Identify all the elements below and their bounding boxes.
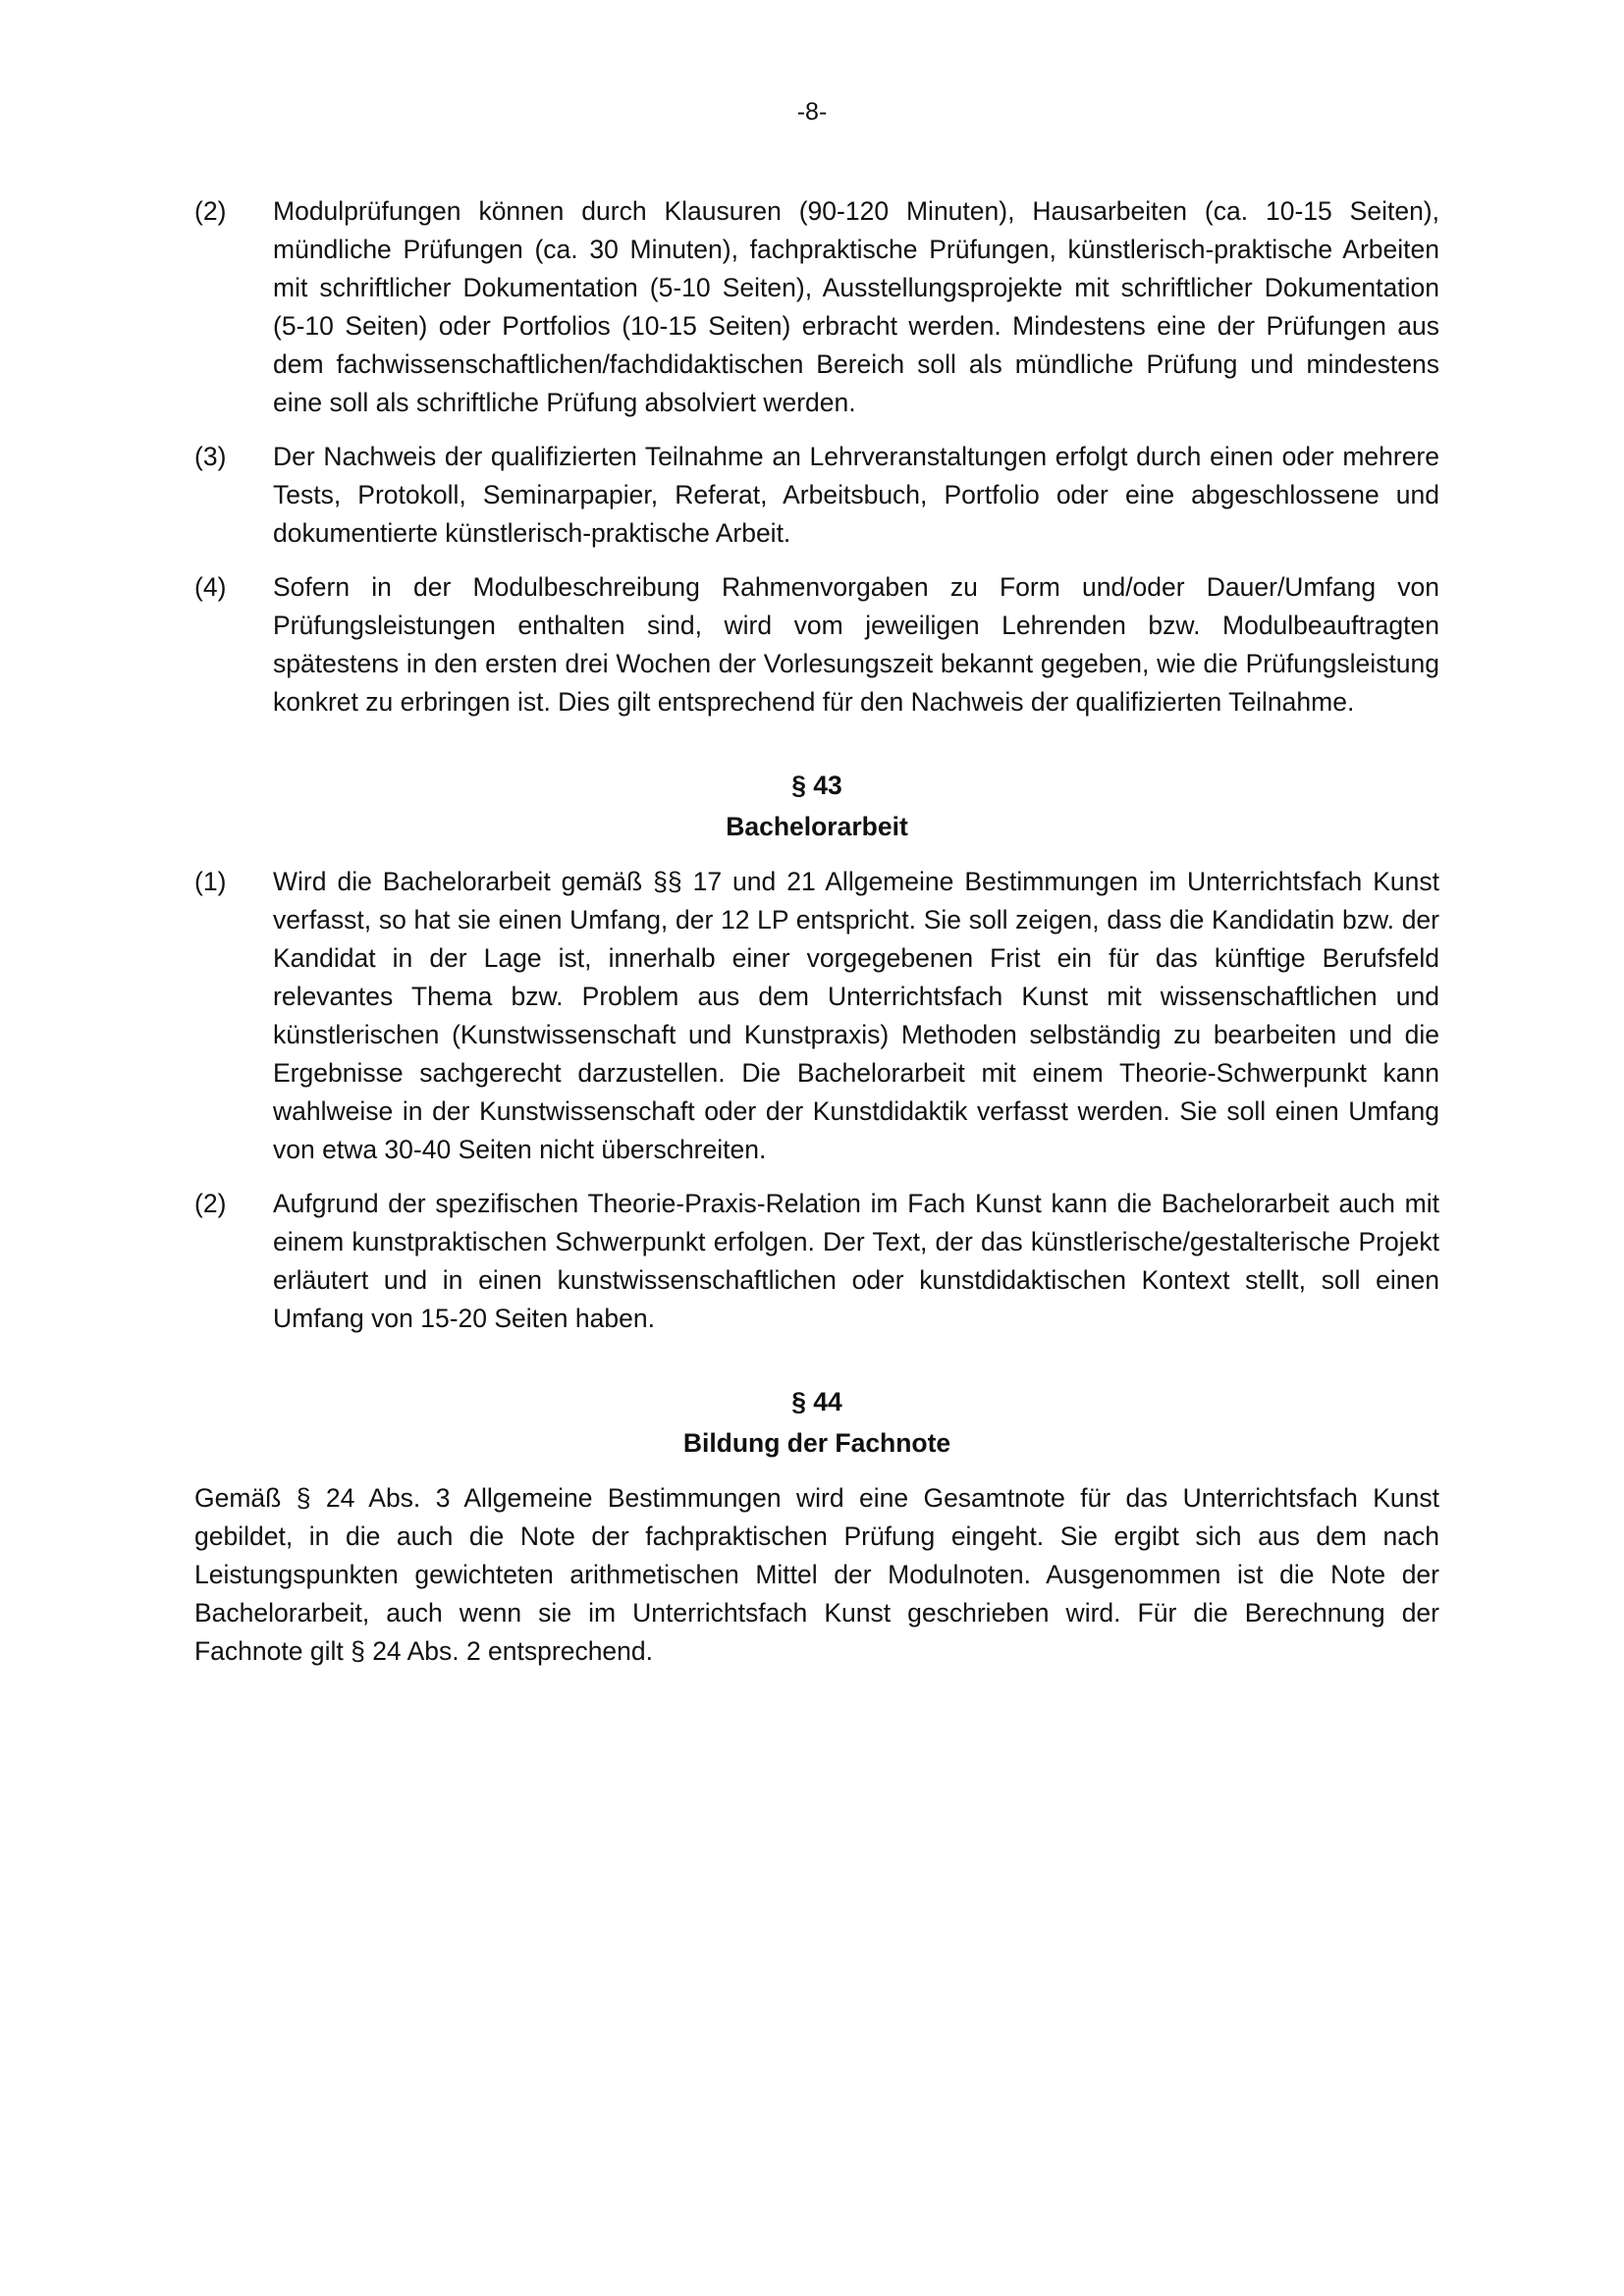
paragraph-number: (4)	[194, 572, 227, 602]
document-body	[194, 192, 1439, 1671]
paragraph-3	[194, 438, 1439, 553]
section-title: Bildung der Fachnote	[682, 1428, 951, 1458]
paragraph-number: (2)	[194, 196, 227, 226]
page-number: -8-	[796, 98, 828, 126]
paragraph-number: (2)	[194, 1189, 227, 1218]
paragraph-text: Modulprüfungen können durch Klausuren (90-120 Minuten), Hausarbeiten (ca. 10-15 Seiten), mündliche Prüfungen (ca. 30 Minuten), fachpraktische Prüfungen, künstlerisch-praktische Arbeiten mit schriftlicher Dokumentation (5-10 Seiten), Ausstellungsprojekte mit schriftlicher Dokumentation (5-10 Seiten) oder Portfolios (10-15 Seiten) erbracht werden. Mindestens eine der Prüfungen aus dem fachwissenschaftlichen/fachdidaktischen Bereich soll als mündliche Prüfung und mindestens eine soll als schriftliche Prüfung absolviert werden.	[273, 196, 1439, 417]
section-number: § 43	[791, 771, 842, 800]
paragraph-text: Der Nachweis der qualifizierten Teilnahme an Lehrveranstaltungen erfolgt durch einen oder mehrere Tests, Protokoll, Seminarpapier, Referat, Arbeitsbuch, Portfolio oder eine abgeschlossene und dokumentierte künstlerisch-praktische Arbeit.	[273, 442, 1439, 548]
section-44-text: Gemäß § 24 Abs. 3 Allgemeine Bestimmungen wird eine Gesamtnote für das Unterrichtsfach Kunst gebildet, in die auch die Note der fachpraktischen Prüfung eingeht. Sie ergibt sich aus dem nach Leistungspunkten gewichteten arithmetischen Mittel der Modulnoten. Ausgenommen ist die Note der Bachelorarbeit, auch wenn sie im Unterrichtsfach Kunst geschrieben wird. Für die Berechnung der Fachnote gilt § 24 Abs. 2 entsprechend.	[194, 1483, 1439, 1666]
section-title: Bachelorarbeit	[726, 812, 908, 841]
paragraph-text: Sofern in der Modulbeschreibung Rahmenvorgaben zu Form und/oder Dauer/Umfang von Prüfungsleistungen enthalten sind, wird vom jeweiligen Lehrenden bzw. Modulbeauftragten spätestens in den ersten drei Wochen der Vorlesungszeit bekannt gegeben, wie die Prüfungsleistung konkret zu erbringen ist. Dies gilt entsprechend für den Nachweis der qualifizierten Teilnahme.	[273, 572, 1439, 717]
paragraph-4	[194, 568, 1439, 721]
section-43-paragraph-2	[194, 1185, 1439, 1338]
paragraph-number: (3)	[194, 442, 227, 471]
paragraph-text: Aufgrund der spezifischen Theorie-Praxis-Relation im Fach Kunst kann die Bachelorarbeit auch mit einem kunstpraktischen Schwerpunkt erfolgen. Der Text, der das künstlerische/gestalterische Projekt erläutert und in einen kunstwissenschaftlichen oder kunstdidaktischen Kontext stellt, soll einen Umfang von 15-20 Seiten haben.	[273, 1189, 1439, 1333]
section-44-heading	[194, 1381, 1439, 1464]
section-43-paragraph-1	[194, 863, 1439, 1169]
paragraph-text: Wird die Bachelorarbeit gemäß §§ 17 und 21 Allgemeine Bestimmungen im Unterrichtsfach Kunst verfasst, so hat sie einen Umfang, der 12 LP entspricht. Sie soll zeigen, dass die Kandidatin bzw. der Kandidat in der Lage ist, innerhalb einer vorgegebenen Frist ein für das künftige Berufsfeld relevantes Thema bzw. Problem aus dem Unterrichtsfach Kunst mit wissenschaftlichen und künstlerischen (Kunstwissenschaft und Kunstpraxis) Methoden selbständig zu bearbeiten und die Ergebnisse sachgerecht darzustellen. Die Bachelorarbeit mit einem Theorie-Schwerpunkt kann wahlweise in der Kunstwissenschaft oder der Kunstdidaktik verfasst werden. Sie soll einen Umfang von etwa 30-40 Seiten nicht überschreiten.	[273, 867, 1439, 1164]
section-number: § 44	[791, 1387, 842, 1416]
paragraph-2	[194, 192, 1439, 422]
paragraph-number: (1)	[194, 867, 227, 896]
section-43-heading	[194, 765, 1439, 847]
